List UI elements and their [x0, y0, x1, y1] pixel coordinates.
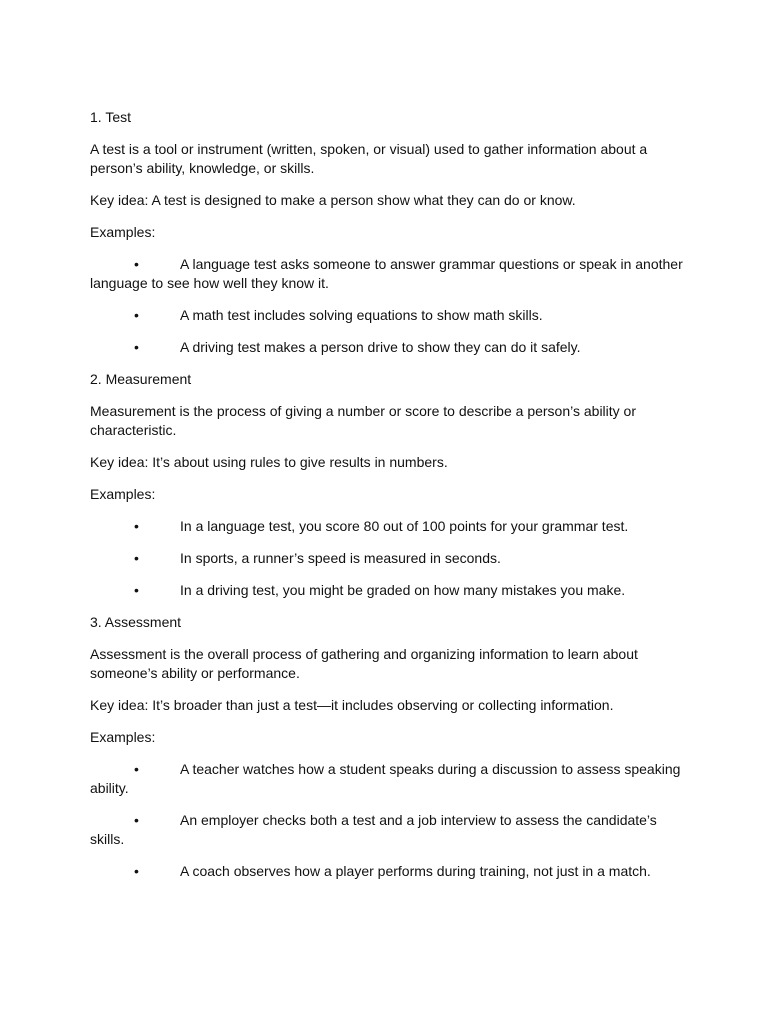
- list-item: [90, 517, 690, 536]
- list-item-text: A teacher watches how a student speaks during a discussion to assess speaking ability.: [90, 761, 681, 796]
- bullet-icon: •: [134, 582, 139, 598]
- definition: A test is a tool or instrument (written, spoken, or visual) used to gather information about a person’s ability, knowledge, or skills.: [90, 141, 648, 176]
- list-item: [90, 549, 690, 568]
- list-item: [90, 581, 690, 600]
- list-item-text: In a driving test, you might be graded on how many mistakes you make.: [180, 582, 626, 598]
- list-item-text: A driving test makes a person drive to show they can do it safely.: [180, 339, 581, 355]
- list-item-text: In a language test, you score 80 out of 100 points for your grammar test.: [180, 518, 629, 534]
- list-item: [90, 862, 690, 881]
- list-item: [90, 306, 690, 325]
- section-measurement: [90, 370, 690, 600]
- examples-label: Examples:: [90, 224, 156, 240]
- key-idea: Key idea: It’s broader than just a test—it includes observing or collecting information.: [90, 697, 614, 713]
- bullet-icon: •: [134, 761, 139, 777]
- bullet-icon: •: [134, 812, 139, 828]
- list-item-text: A coach observes how a player performs during training, not just in a match.: [180, 863, 651, 879]
- bullet-icon: •: [134, 307, 139, 323]
- document-page: [90, 108, 690, 894]
- list-item-text: A math test includes solving equations to show math skills.: [180, 307, 543, 323]
- list-item-text: A language test asks someone to answer grammar questions or speak in another language to see how well they know it.: [90, 256, 683, 291]
- section-assessment: [90, 613, 690, 881]
- bullet-icon: •: [134, 550, 139, 566]
- bullet-icon: •: [134, 256, 139, 272]
- key-idea: Key idea: A test is designed to make a person show what they can do or know.: [90, 192, 576, 208]
- list-item: [90, 760, 690, 798]
- list-item: [90, 811, 690, 849]
- list-item-text: In sports, a runner’s speed is measured in seconds.: [180, 550, 501, 566]
- definition: Measurement is the process of giving a number or score to describe a person’s ability or characteristic.: [90, 403, 637, 438]
- section-heading: 2. Measurement: [90, 371, 192, 387]
- definition: Assessment is the overall process of gathering and organizing information to learn about someone’s ability or performance.: [90, 646, 638, 681]
- section-heading: 1. Test: [90, 109, 131, 125]
- bullet-icon: •: [134, 863, 139, 879]
- section-heading: 3. Assessment: [90, 614, 182, 630]
- section-test: [90, 108, 690, 357]
- examples-label: Examples:: [90, 729, 156, 745]
- key-idea: Key idea: It’s about using rules to give results in numbers.: [90, 454, 448, 470]
- examples-label: Examples:: [90, 486, 156, 502]
- bullet-icon: •: [134, 518, 139, 534]
- bullet-icon: •: [134, 339, 139, 355]
- list-item: [90, 255, 690, 293]
- list-item: [90, 338, 690, 357]
- list-item-text: An employer checks both a test and a job interview to assess the candidate’s skills.: [90, 812, 657, 847]
